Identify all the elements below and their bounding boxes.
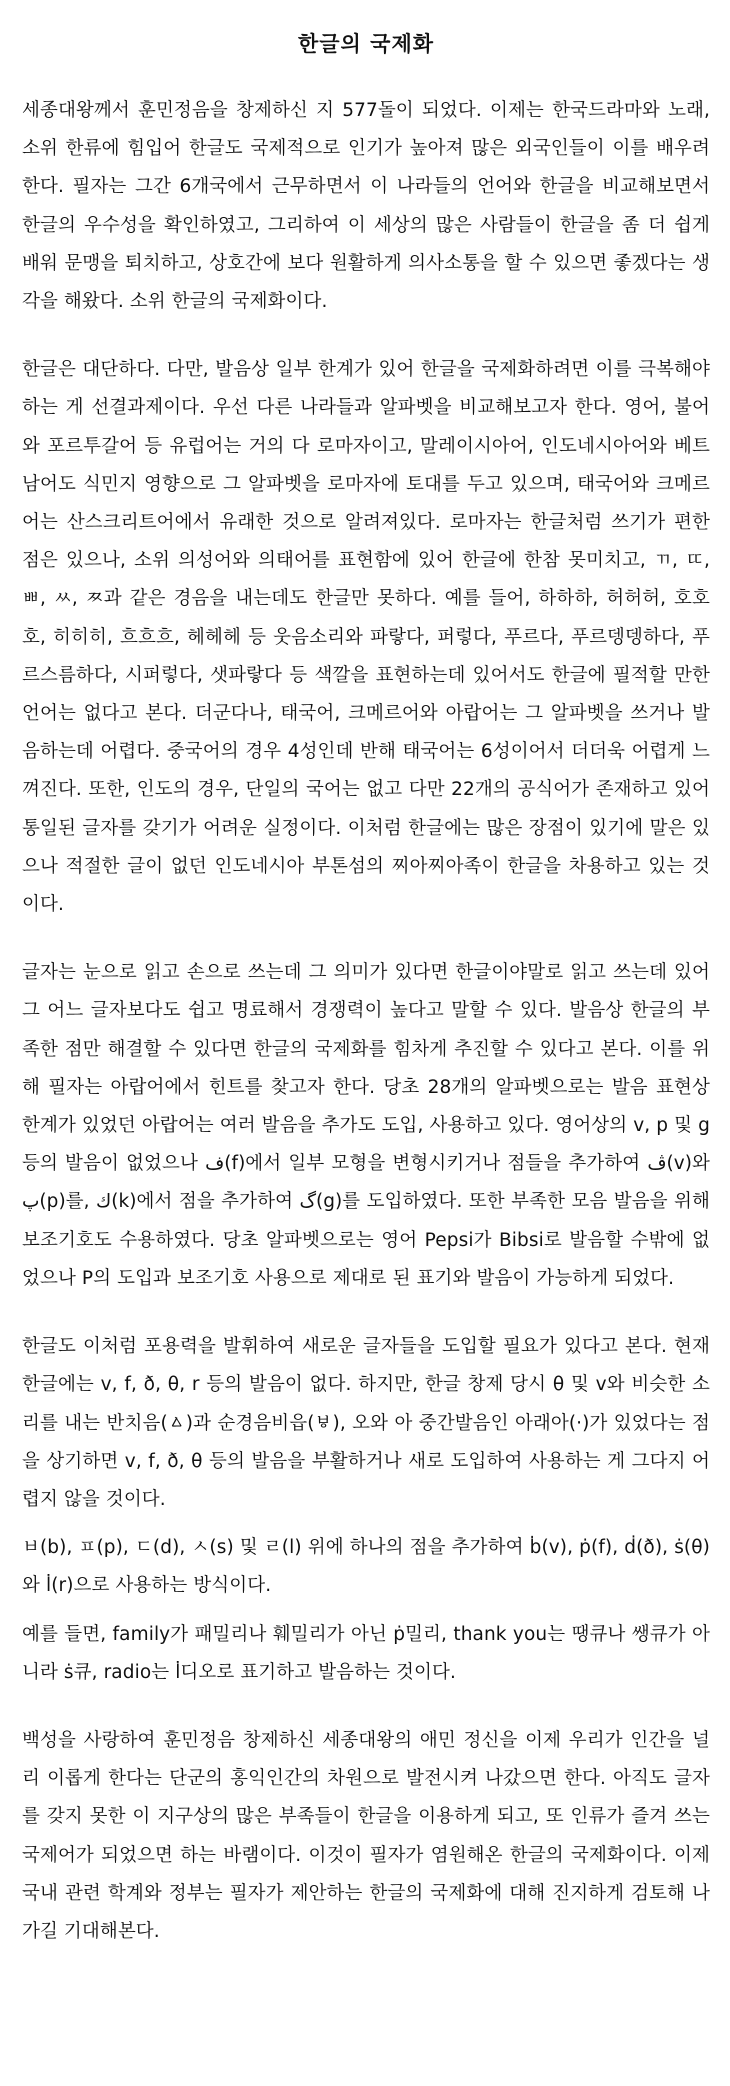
paragraph-examples: 예를 들면, family가 패밀리나 훼밀리가 아닌 ṗ밀리, thank you는 땡큐나 쌩큐가 아니라 ṡ큐, radio는 l̇디오로 표기하고 발음하는 것이다. <box>22 1623 710 1683</box>
paragraph-proposal: 한글도 이처럼 포용력을 발휘하여 새로운 글자들을 도입할 필요가 있다고 본다. 현재 한글에는 v, f, ð, θ, r 등의 발음이 없다. 하지만, 한글 창제 당시 θ 및 v와 비슷한 소리를 내는 반치음(ㅿ)과 순경음비읍(ㅸ), 오와 아 중간발음인 아래아(·)가 있었다는 점을 상기하면 v, f, ð, θ 등의 발음을 부활하거나 새로 도입하여 사용하는 게 그다지 어렵지 않을 것이다. <box>22 1336 710 1510</box>
paragraph-arabic-hint: 글자는 눈으로 읽고 손으로 쓰는데 그 의미가 있다면 한글이야말로 읽고 쓰는데 있어 그 어느 글자보다도 쉽고 명료해서 경쟁력이 높다고 말할 수 있다. 발음상 한글의 부족한 점만 해결할 수 있다면 한글의 국제화를 힘차게 추진할 수 있다고 본다. 이를 위해 필자는 아랍어에서 힌트를 찾고자 한다. 당초 28개의 알파벳으로는 발음 표현상 한계가 있었던 아랍어는 여러 발음을 추가도 도입, 사용하고 있다. 영어상의 v, p 및 g 등의 발음이 없었으나 ف(f)에서 일부 모형을 변형시키거나 점들을 추가하여 ڤ(v)와 پ(p)를, ك(k)에서 점을 추가하여 گ(g)를 도입하였다. 또한 부족한 모음 발음을 위해 보조기호도 수용하였다. 당초 알파벳으로는 영어 Pepsi가 Bibsi로 발음할 수밖에 없었으나 P의 도입과 보조기호 사용으로 제대로 된 표기와 발음이 가능하게 되었다. <box>22 962 710 1289</box>
paragraph-comparison: 한글은 대단하다. 다만, 발음상 일부 한계가 있어 한글을 국제화하려면 이를 극복해야 하는 게 선결과제이다. 우선 다른 나라들과 알파벳을 비교해보고자 한다. 영어, 불어와 포르투갈어 등 유럽어는 거의 다 로마자이고, 말레이시아어, 인도네시아어와 베트남어도 식민지 영향으로 그 알파벳을 로마자에 토대를 두고 있으며, 태국어와 크메르어는 산스크리트어에서 유래한 것으로 알려져있다. 로마자는 한글처럼 쓰기가 편한 점은 있으나, 소위 의성어와 의태어를 표현함에 있어 한글에 한참 못미치고, ㄲ, ㄸ, ㅃ, ㅆ, ㅉ과 같은 경음을 내는데도 한글만 못하다. 예를 들어, 하하하, 허허허, 호호호, 히히히, 흐흐흐, 헤헤헤 등 웃음소리와 파랗다, 퍼렇다, 푸르다, 푸르뎅뎅하다, 푸르스름하다, 시퍼렇다, 샛파랗다 등 색깔을 표현하는데 있어서도 한글에 필적할 만한 언어는 없다고 본다. 더군다나, 태국어, 크메르어와 아랍어는 그 알파벳을 쓰거나 발음하는데 어렵다. 중국어의 경우 4성인데 반해 태국어는 6성이어서 더더욱 어렵게 느껴진다. 또한, 인도의 경우, 단일의 국어는 없고 다만 22개의 공식어가 존재하고 있어 통일된 글자를 갖기가 어려운 실정이다. 이처럼 한글에는 많은 장점이 있기에 말은 있으나 적절한 글이 없던 인도네시아 부톤섬의 찌아찌아족이 한글을 차용하고 있는 것이다. <box>22 359 710 916</box>
paragraph-dot-method: ㅂ(b), ㅍ(p), ㄷ(d), ㅅ(s) 및 ㄹ(l) 위에 하나의 점을 추가하여 ḃ(v), ṗ(f), ḋ(ð), ṡ(θ)와 l̇(r)으로 사용하는 방식이다. <box>22 1537 710 1597</box>
paragraph-intro: 세종대왕께서 훈민정음을 창제하신 지 577돌이 되었다. 이제는 한국드라마와 노래, 소위 한류에 힘입어 한글도 국제적으로 인기가 높아져 많은 외국인들이 이를 배우려 한다. 필자는 그간 6개국에서 근무하면서 이 나라들의 언어와 한글을 비교해보면서 한글의 우수성을 확인하였고, 그리하여 이 세상의 많은 사람들이 한글을 좀 더 쉽게 배워 문맹을 퇴치하고, 상호간에 보다 원활하게 의사소통을 할 수 있으면 좋겠다는 생각을 해왔다. 소위 한글의 국제화이다. <box>22 100 710 313</box>
paragraph-conclusion: 백성을 사랑하여 훈민정음 창제하신 세종대왕의 애민 정신을 이제 우리가 인간을 널리 이롭게 한다는 단군의 홍익인간의 차원으로 발전시켜 나갔으면 한다. 아직도 글자를 갖지 못한 이 지구상의 많은 부족들이 한글을 이용하게 되고, 또 인류가 즐겨 쓰는 국제어가 되었으면 하는 바램이다. 이것이 필자가 염원해온 한글의 국제화이다. 이제 국내 관련 학계와 정부는 필자가 제안하는 한글의 국제화에 대해 진지하게 검토해 나가길 기대해본다. <box>22 1729 710 1942</box>
document-title: 한글의 국제화 <box>297 32 435 56</box>
